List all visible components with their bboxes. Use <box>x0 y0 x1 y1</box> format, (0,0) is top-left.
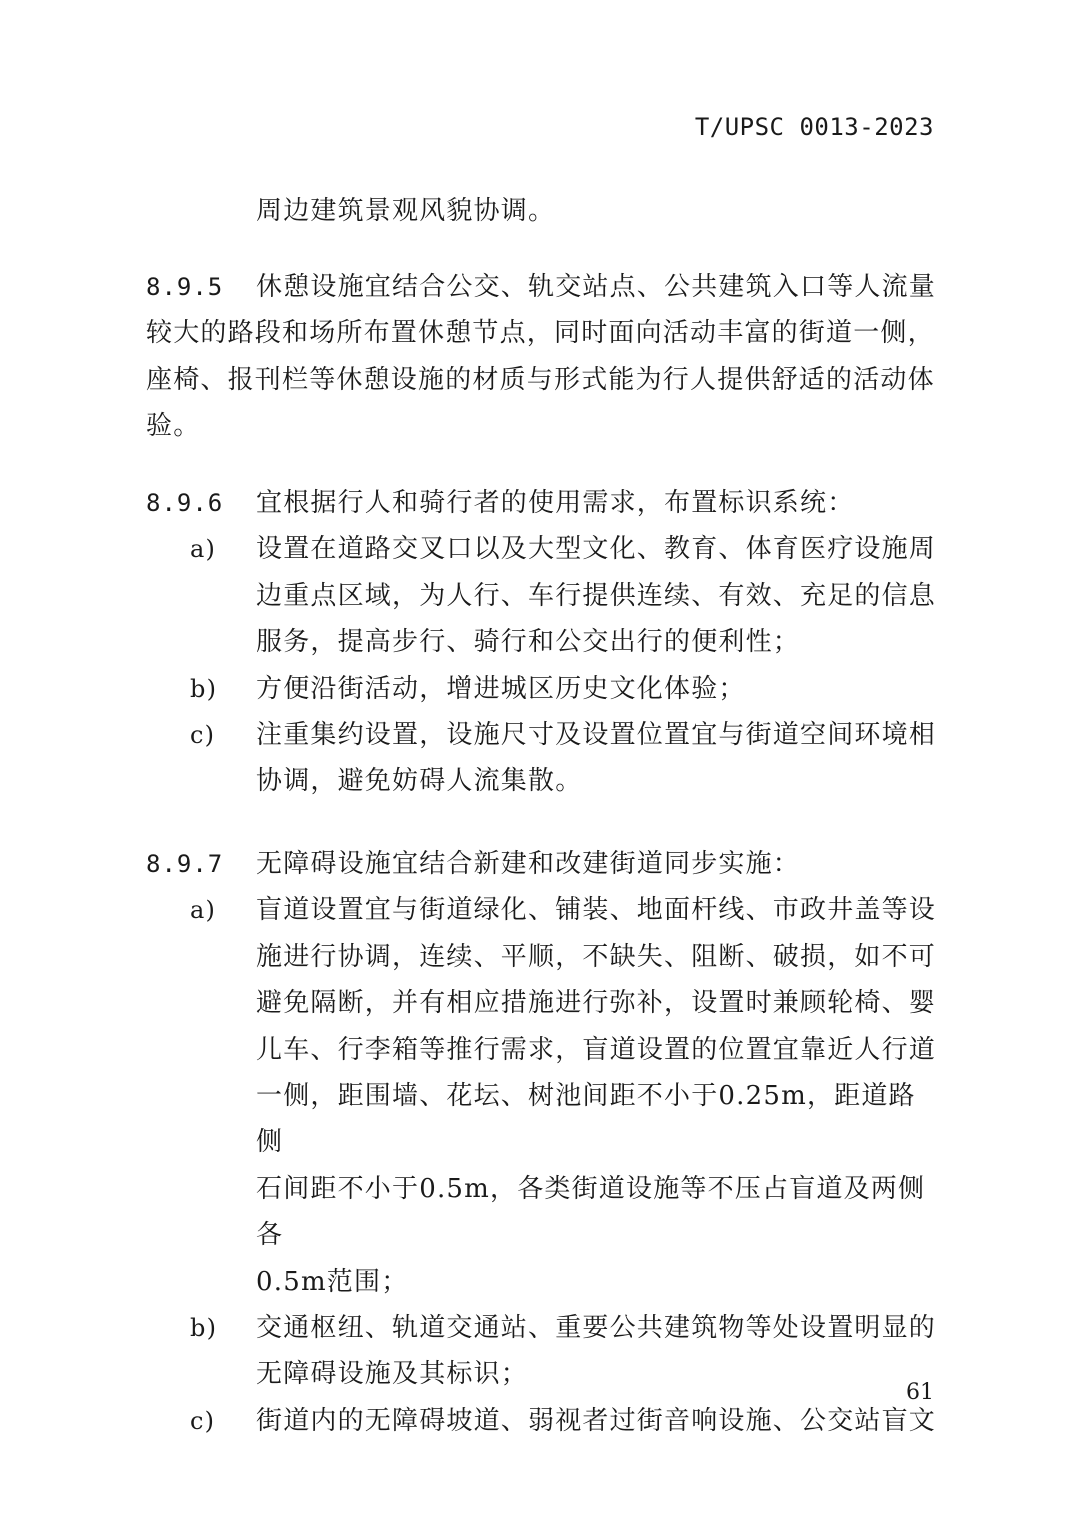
clause-number: 8.9.7 <box>146 850 224 878</box>
list-item <box>146 887 936 1305</box>
clause-text: 休憩设施宜结合公交、轨交站点、公共建筑入口等人流量 <box>256 272 937 302</box>
clause-8-9-7 <box>146 841 936 1444</box>
list-line: 交通枢纽、轨道交通站、重要公共建筑物等处设置明显的 <box>256 1313 937 1344</box>
list-line: 设置在道路交叉口以及大型文化、教育、体育医疗设施周 <box>256 534 937 565</box>
list-item <box>146 1398 936 1444</box>
list-line: 施进行协调，连续、平顺，不缺失、阻断、破损，如不可 <box>256 941 937 972</box>
list-line: 避免隔断，并有相应措施进行弥补，设置时兼顾轮椅、婴 <box>256 988 937 1019</box>
continued-paragraph <box>146 188 936 234</box>
list-item <box>146 526 936 665</box>
document-code: T/UPSC 0013-2023 <box>694 113 934 141</box>
list-marker: a) <box>190 896 217 925</box>
list-line: 方便沿街活动，增进城区历史文化体验； <box>256 673 746 704</box>
clause-line <box>146 841 936 887</box>
list-line: 石间距不小于0.5m，各类街道设施等不压占盲道及两侧各 <box>256 1173 926 1251</box>
list-marker: c) <box>190 1406 216 1435</box>
clause-line: 验。 <box>146 411 201 442</box>
list-marker: b) <box>190 674 218 703</box>
clause-text: 无障碍设施宜结合新建和改建街道同步实施： <box>256 849 801 879</box>
list-marker: a) <box>190 535 217 564</box>
list-line: 0.5m范围； <box>256 1266 409 1297</box>
list-line: 一侧，距围墙、花坛、树池间距不小于0.25m，距道路侧 <box>256 1081 916 1158</box>
clause-line <box>146 480 936 526</box>
clause-text: 宜根据行人和骑行者的使用需求，布置标识系统： <box>256 488 855 518</box>
list-marker: c) <box>190 721 216 750</box>
continued-text: 周边建筑景观风貌协调。 <box>256 196 556 226</box>
list-line: 注重集约设置，设施尺寸及设置位置宜与街道空间环境相 <box>256 720 937 751</box>
clause-line <box>146 264 936 310</box>
clause-number: 8.9.5 <box>146 273 224 301</box>
list-line: 无障碍设施及其标识； <box>256 1359 529 1390</box>
clause-number: 8.9.6 <box>146 489 224 517</box>
list-item <box>146 666 936 712</box>
list-line: 协调，避免妨碍人流集散。 <box>256 766 583 797</box>
list-line: 街道内的无障碍坡道、弱视者过街音响设施、公交站盲文 <box>256 1405 937 1436</box>
page-number: 61 <box>906 1380 934 1405</box>
list-item <box>146 1305 936 1398</box>
list-item <box>146 712 936 805</box>
list-line: 盲道设置宜与街道绿化、铺装、地面杆线、市政井盖等设 <box>256 895 937 926</box>
clause-8-9-5 <box>146 264 936 450</box>
list-marker: b) <box>190 1314 218 1343</box>
list-line: 边重点区域，为人行、车行提供连续、有效、充足的信息 <box>256 580 937 611</box>
clause-line: 座椅、报刊栏等休憩设施的材质与形式能为行人提供舒适的活动体 <box>146 364 935 395</box>
clause-8-9-6 <box>146 480 936 805</box>
clause-line: 较大的路段和场所布置休憩节点，同时面向活动丰富的街道一侧， <box>146 318 935 349</box>
list-line: 服务，提高步行、骑行和公交出行的便利性； <box>256 627 801 658</box>
list-line: 儿车、行李箱等推行需求，盲道设置的位置宜靠近人行道 <box>256 1034 937 1065</box>
